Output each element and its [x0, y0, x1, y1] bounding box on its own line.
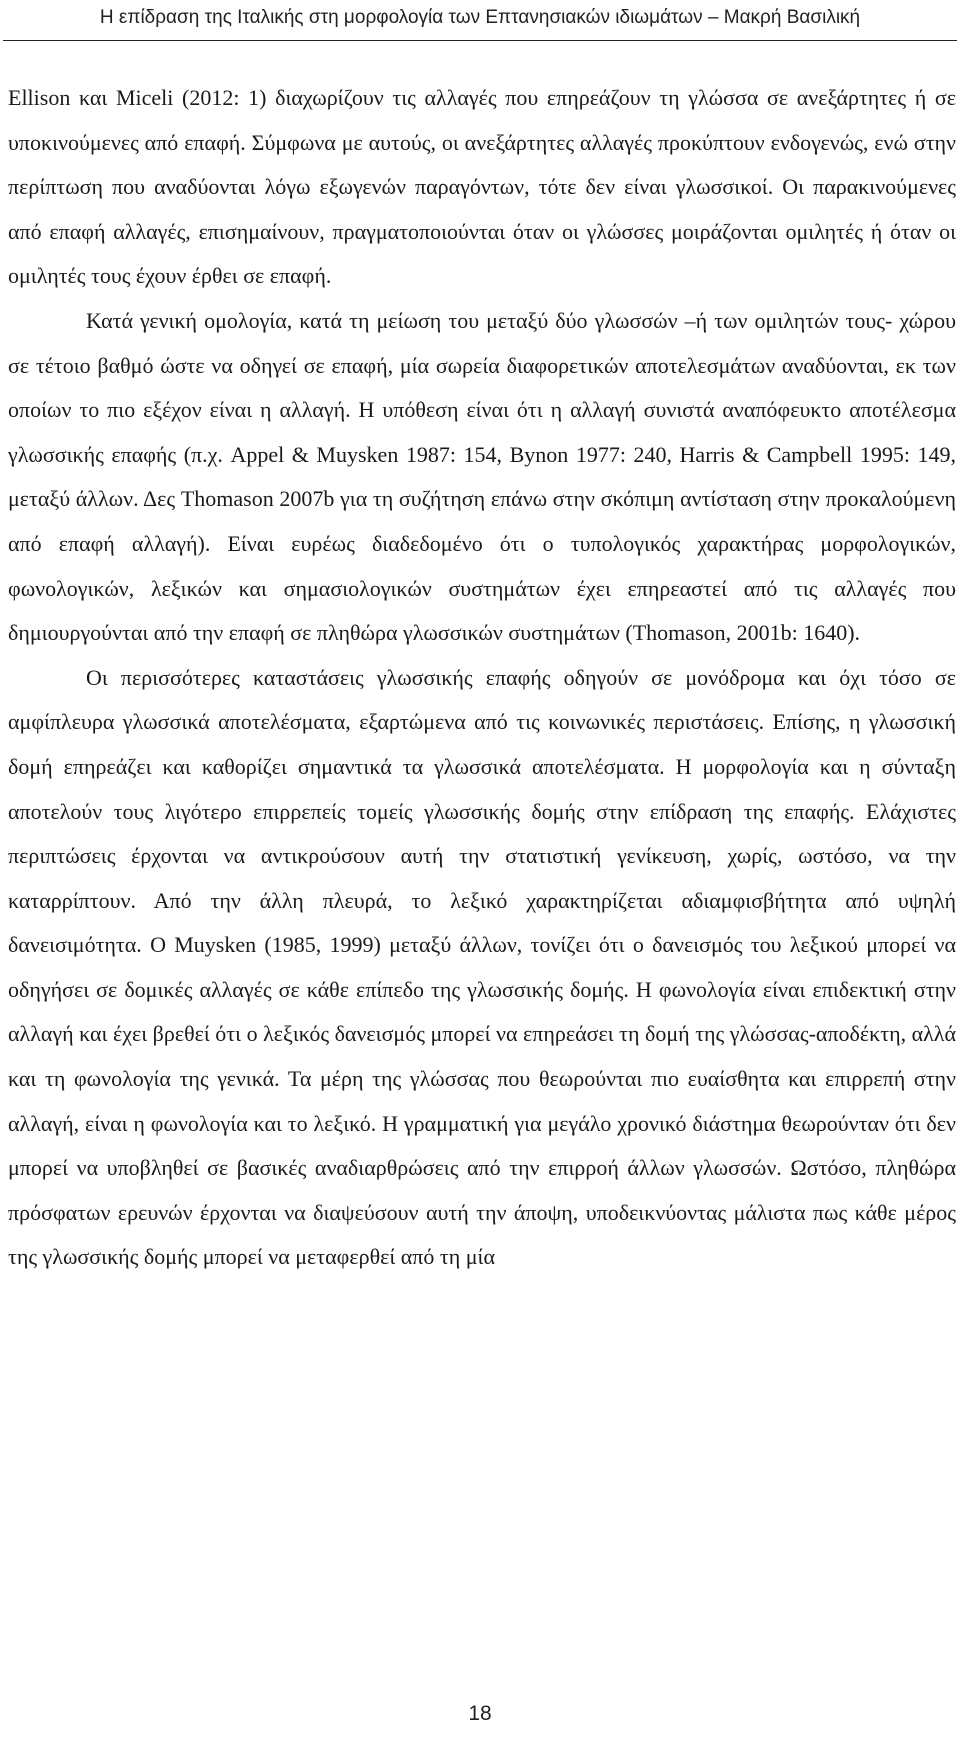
paragraph-2: Κατά γενική ομολογία, κατά τη μείωση του μεταξύ δύο γλωσσών –ή των ομιλητών τους- χώρου σε τέτοιο βαθμό ώστε να οδηγεί σε επαφή, μία σωρεία διαφορετικών αποτελεσμάτων αναδύονται, εκ των οποίων το πιο εξέχον είναι η αλλαγή. Η υπόθεση είναι ότι η αλλαγή συνιστά αναπόφευκτο αποτέλεσμα γλωσσικής επαφής (π.χ. Appel & Muysken 1987: 154, Bynon 1977: 240, Harris & Campbell 1995: 149, μεταξύ άλλων. Δες Thomason 2007b για τη συζήτηση επάνω στην σκόπιμη αντίσταση στην προκαλούμενη από επαφή αλλαγή). Είναι ευρέως διαδεδομένο ότι ο τυπολογικός χαρακτήρας μορφολογικών, φωνολογικών, λεξικών και σημασιολογικών συστημάτων έχει επηρεαστεί από τις αλλαγές που δημιουργούνται από την επαφή σε πληθώρα γλωσσικών συστημάτων (Thomason, 2001b: 1640). — [8, 307, 956, 646]
paragraph-3: Οι περισσότερες καταστάσεις γλωσσικής επαφής οδηγούν σε μονόδρομα και όχι τόσο σε αμφίπλευρα γλωσσικά αποτελέσματα, εξαρτώμενα από τις κοινωνικές περιστάσεις. Επίσης, η γλωσσική δομή επηρεάζει και καθορίζει σημαντικά τα γλωσσικά αποτελέσματα. Η μορφολογία και η σύνταξη αποτελούν τους λιγότερο επιρρεπείς τομείς γλωσσικής δομής στην επίδραση της επαφής. Ελάχιστες περιπτώσεις έρχονται να αντικρούσουν αυτή την στατιστική γενίκευση, χωρίς, ωστόσο, να την καταρρίπτουν. Από την άλλη πλευρά, το λεξικό χαρακτηρίζεται αδιαμφισβήτητα από υψηλή δανεισιμότητα. Ο Muysken (1985, 1999) μεταξύ άλλων, τονίζει ότι ο δανεισμός του λεξικού μπορεί να οδηγήσει σε δομικές αλλαγές σε κάθε επίπεδο της γλωσσικής δομής. Η φωνολογία είναι επιδεκτική στην αλλαγή και έχει βρεθεί ότι ο λεξικός δανεισμός μπορεί να επηρεάσει τη δομή της γλώσσας-αποδέκτη, αλλά και τη φωνολογία της γενικά. Τα μέρη της γλώσσας που θεωρούνται πιο ευαίσθητα και επιρρεπή στην αλλαγή, είναι η φωνολογία και το λεξικό. Η γραμματική για μεγάλο χρονικό διάστημα θεωρούνταν ότι δεν μπορεί να υποβληθεί σε βασικές αναδιαρθρώσεις από την επιρροή άλλων γλωσσών. Ωστόσο, πληθώρα πρόσφατων ερευνών έρχονται να διαψεύσουν αυτή την άποψη, υποδεικνύοντας μάλιστα πως κάθε μέρος της γλωσσικής δομής μπορεί να μεταφερθεί από τη μία — [8, 664, 956, 1270]
page-number: 18 — [468, 1702, 492, 1725]
header-divider — [3, 40, 957, 41]
paragraph-1: Ellison και Miceli (2012: 1) διαχωρίζουν τις αλλαγές που επηρεάζουν τη γλώσσα σε ανεξάρτητες ή σε υποκινούμενες από επαφή. Σύμφωνα με αυτούς, οι ανεξάρτητες αλλαγές προκύπτουν ενδογενώς, ενώ στην περίπτωση που αναδύονται λόγω εξωγενών παραγόντων, τότε δεν είναι γλωσσικοί. Οι παρακινούμενες από επαφή αλλαγές, επισημαίνουν, πραγματοποιούνται όταν οι γλώσσες μοιράζονται ομιλητές ή όταν οι ομιλητές τους έχουν έρθει σε επαφή. — [8, 85, 956, 289]
running-header: Η επίδραση της Ιταλικής στη μορφολογία των Επτανησιακών ιδιωμάτων – Μακρή Βασιλική — [99, 7, 861, 28]
page-body — [8, 76, 956, 1280]
